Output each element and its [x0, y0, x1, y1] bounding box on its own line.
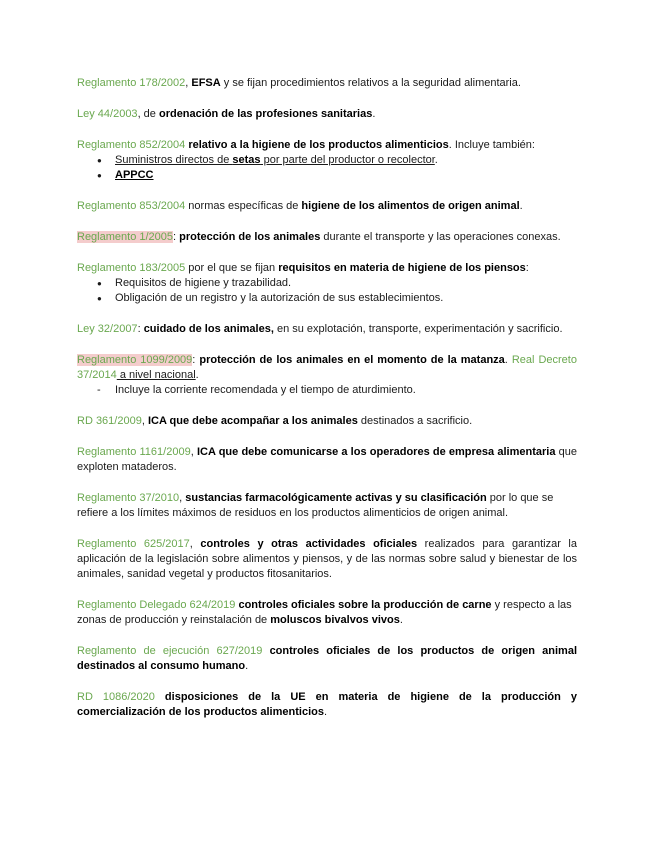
reference-label: Reglamento 625/2017: [77, 538, 190, 550]
list-item: ● Suministros directos de setas por parte del productor o recolector.: [77, 153, 577, 168]
entry-reglamento-37-2010: Reglamento 37/2010, sustancias farmacológicamente activas y su clasificación por lo que se refiere a los límites máximos de residuos en los productos alimenticios de origen animal.: [77, 492, 554, 519]
entry-reglamento-1161-2009: Reglamento 1161/2009, ICA que debe comunicarse a los operadores de empresa alimentaria que exploten mataderos.: [77, 446, 577, 473]
entry-reglamento-852-2004: Reglamento 852/2004 relativo a la higiene de los productos alimenticios. Incluye también: ● Suministros directos de setas por parte del productor o recolector. ● APPCC: [77, 138, 577, 183]
reference-label: Ley 32/2007: [77, 323, 138, 335]
list-item: ● Requisitos de higiene y trazabilidad.: [77, 276, 577, 291]
entry-ley-32-2007: Ley 32/2007: cuidado de los animales, en su explotación, transporte, experimentación y sacrificio.: [77, 323, 563, 335]
entry-reglamento-1099-2009: Reglamento 1099/2009: protección de los animales en el momento de la matanza. Real Decreto 37/2014 a nivel nacional. - Incluye la corriente recomendada y el tiempo de aturdimiento.: [77, 353, 577, 398]
reference-label: RD 361/2009: [77, 415, 142, 427]
list-item: ● Obligación de un registro y la autorización de sus establecimientos.: [77, 291, 577, 306]
bullet-list: [77, 153, 577, 183]
bullet-list: [77, 276, 577, 306]
reference-label: Reglamento 853/2004: [77, 200, 186, 212]
entry-reglamento-178-2002: Reglamento 178/2002, EFSA y se fijan procedimientos relativos a la seguridad alimentaria.: [77, 77, 521, 89]
list-item: ● APPCC: [77, 168, 577, 183]
reference-label: Reglamento Delegado 624/2019: [77, 599, 236, 611]
list-item: - Incluye la corriente recomendada y el tiempo de aturdimiento.: [77, 383, 577, 398]
reference-label: Reglamento 183/2005: [77, 262, 186, 274]
entry-rd-361-2009: RD 361/2009, ICA que debe acompañar a los animales destinados a sacrificio.: [77, 415, 473, 427]
entry-reglamento-delegado-624-2019: Reglamento Delegado 624/2019 controles oficiales sobre la producción de carne y respecto a las zonas de producción y reinstalación de moluscos bivalvos vivos.: [77, 599, 572, 626]
reference-label: Reglamento 37/2010: [77, 492, 180, 504]
reference-label: Reglamento 1099/2009: [77, 354, 193, 366]
entry-reglamento-183-2005: Reglamento 183/2005 por el que se fijan requisitos en materia de higiene de los piensos: ● Requisitos de higiene y trazabilidad. ● Obligación de un registro y la autorización de sus establecimientos.: [77, 261, 577, 306]
entry-reglamento-1-2005: Reglamento 1/2005: protección de los animales durante el transporte y las operaciones conexas.: [77, 231, 561, 243]
entry-reglamento-625-2017: Reglamento 625/2017, controles y otras actividades oficiales realizados para garantizar la aplicación de la legislación sobre alimentos y piensos, y de las normas sobre salud y bienestar de los animales, sanidad vegetal y productos fitosanitarios.: [77, 538, 577, 580]
document-body: [77, 76, 577, 736]
reference-label: Reglamento 852/2004: [77, 139, 186, 151]
entry-reglamento-ejecucion-627-2019: Reglamento de ejecución 627/2019 controles oficiales de los productos de origen animal destinados al consumo humano.: [77, 645, 578, 672]
reference-label: Reglamento 1161/2009: [77, 446, 191, 458]
entry-ley-44-2003: Ley 44/2003, de ordenación de las profesiones sanitarias.: [77, 108, 376, 120]
reference-label: Reglamento de ejecución 627/2019: [77, 645, 263, 657]
reference-label: Ley 44/2003: [77, 108, 138, 120]
reference-label: RD 1086/2020: [77, 691, 155, 703]
reference-label: Real Decreto 37/2014: [77, 354, 577, 381]
entry-reglamento-853-2004: Reglamento 853/2004 normas específicas de higiene de los alimentos de origen animal.: [77, 200, 523, 212]
reference-label: Reglamento 1/2005: [77, 231, 174, 243]
dash-list: [77, 383, 577, 398]
entry-rd-1086-2020: RD 1086/2020 disposiciones de la UE en materia de higiene de la producción y comercialización de los productos alimenticios.: [77, 691, 577, 718]
reference-label: Reglamento 178/2002: [77, 77, 186, 89]
